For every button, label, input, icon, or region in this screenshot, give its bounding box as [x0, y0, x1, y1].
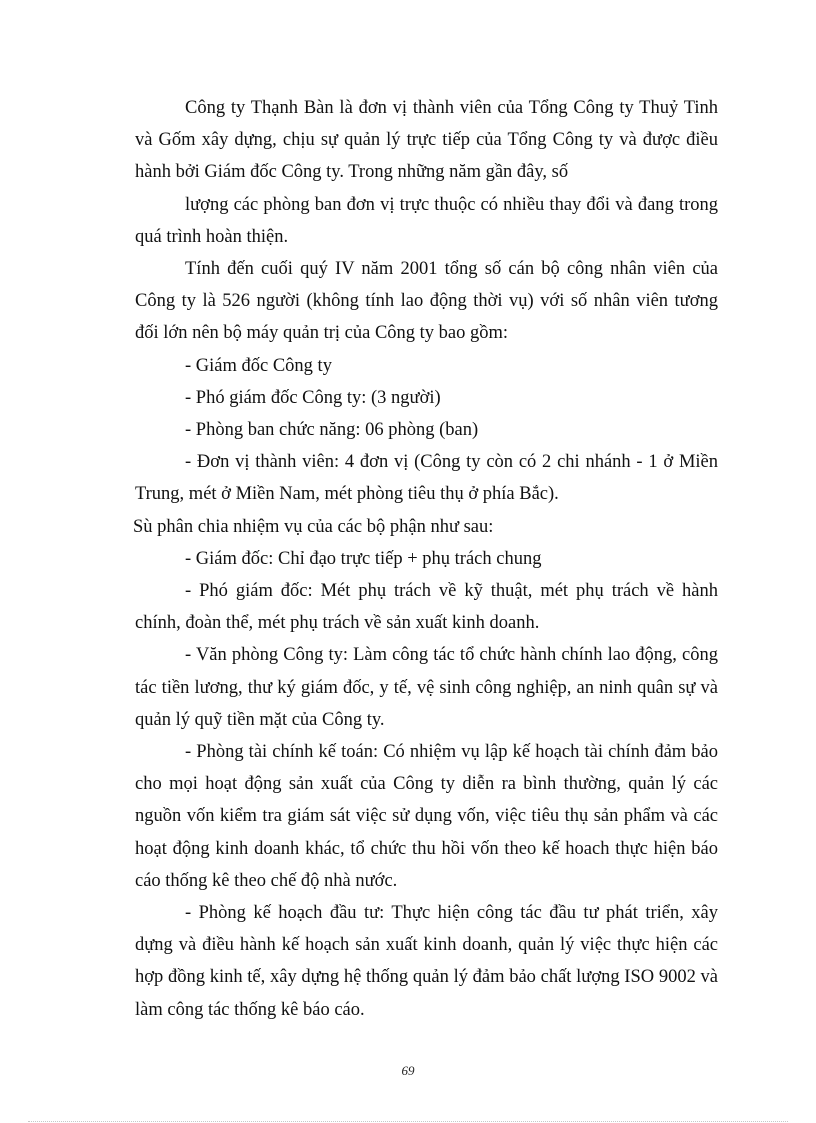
- list-item-planning-investment: - Phòng kế hoạch đầu tư: Thực hiện công tác đầu tư phát triển, xây dựng và điều hành kế hoạch sản xuất kinh doanh, quản lý việc thực hiện các hợp đồng kinh tế, xây dựng hệ thống quản lý đảm bảo chất lượng ISO 9002 và làm công tác thống kê báo cáo.: [135, 903, 718, 1020]
- list-item-deputy-director: - Phó giám đốc Công ty: (3 người): [185, 387, 441, 408]
- list-item-member-units: - Đơn vị thành viên: 4 đơn vị (Công ty còn có 2 chi nhánh - 1 ở Miền Trung, mét ở Miền Nam, mét phòng tiêu thụ ở phía Bắc).: [135, 452, 718, 505]
- list-item-deputy-duties: - Phó giám đốc: Mét phụ trách về kỹ thuật, mét phụ trách về hành chính, đoàn thể, mét phụ trách về sản xuất kinh doanh.: [135, 581, 718, 634]
- list-item-director: - Giám đốc Công ty: [185, 355, 332, 376]
- page-number: 69: [401, 1063, 415, 1078]
- page-bottom-divider: [28, 1121, 788, 1122]
- list-item-company-office: - Văn phòng Công ty: Làm công tác tổ chức hành chính lao động, công tác tiền lương, thư ký giám đốc, y tế, vệ sinh công nghiệp, an ninh quân sự và quản lý quỹ tiền mặt của Công ty.: [135, 645, 718, 730]
- list-item-finance-accounting: - Phòng tài chính kế toán: Có nhiệm vụ lập kế hoạch tài chính đảm bảo cho mọi hoạt động sản xuất của Công ty diễn ra bình thường, quản lý các nguồn vốn kiểm tra giám sát việc sử dụng vốn, việc tiêu thụ sản phẩm và các hoạt động kinh doanh khác, tổ chức thu hồi vốn theo kế hoach thực hiện báo cáo thống kê theo chế độ nhà nước.: [135, 742, 718, 891]
- paragraph-task-division-heading: Sù phân chia nhiệm vụ của các bộ phận như sau:: [133, 516, 494, 537]
- body-text: [135, 92, 718, 1026]
- paragraph-staff-count: Tính đến cuối quý IV năm 2001 tổng số cán bộ công nhân viên của Công ty là 526 người (không tính lao động thời vụ) với số nhân viên tương đối lớn nên bộ máy quản trị của Công ty bao gồm:: [135, 259, 718, 344]
- list-item-director-duties: - Giám đốc: Chỉ đạo trực tiếp + phụ trách chung: [185, 548, 542, 569]
- list-item-functional-departments: - Phòng ban chức năng: 06 phòng (ban): [185, 420, 479, 441]
- paragraph-company-intro: Công ty Thạnh Bàn là đơn vị thành viên của Tổng Công ty Thuỷ Tinh và Gốm xây dựng, chịu sự quản lý trực tiếp của Tổng Công ty và được điều hành bởi Giám đốc Công ty. Trong những năm gần đây, số: [135, 98, 718, 183]
- paragraph-departments-status: lượng các phòng ban đơn vị trực thuộc có nhiều thay đổi và đang trong quá trình hoàn thiện.: [135, 194, 718, 247]
